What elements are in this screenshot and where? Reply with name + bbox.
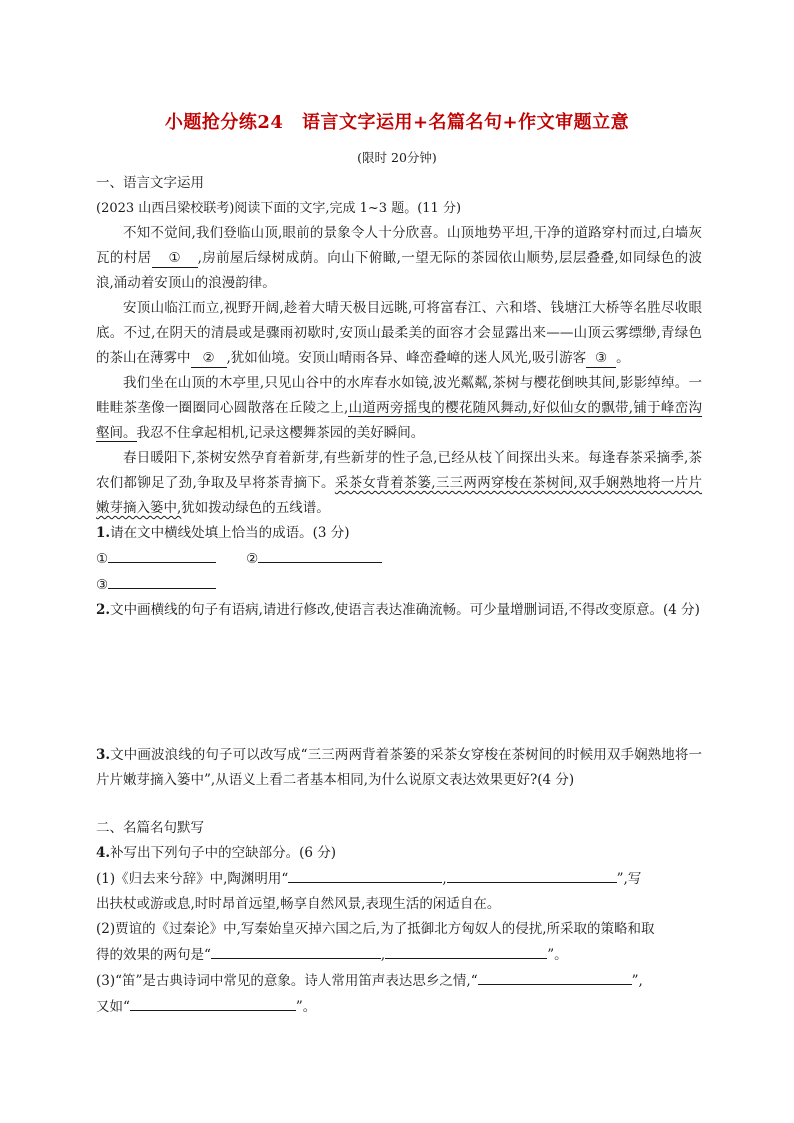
q4-2-blank-2[interactable] [385, 942, 547, 959]
question-4-3-text-d: ”。 [295, 999, 317, 1015]
question-4-2-cont [96, 942, 702, 968]
answer-1-label: ① [96, 551, 109, 567]
section-1 [96, 171, 702, 623]
section-2-heading: 二、名篇名句默写 [96, 820, 204, 836]
paragraph-4-text-b: 犹如拨动绿色的五线谱。 [181, 500, 330, 516]
question-4-3-text-a: (3)“笛”是古典诗词中常见的意象。诗人常用笛声表达思乡之情,“ [96, 973, 478, 989]
paragraph-2-text-a: 安顶山临江而立,视野开阔,趁着大晴天极目远眺,可将富春江、六和塔、钱塘江大桥等名胜尽收眼底。不过,在阴天的清晨或是骤雨初歇时,安顶山最柔美的面容才会显露出来——山顶云雾缥缈,青绿色的茶山在薄雾中 [96, 300, 702, 366]
question-4-1-cont: 出扶杖或游或息,时时昂首远望,畅享自然风景,表现生活的闲适自在。 [96, 896, 501, 912]
question-3-number: 3. [96, 747, 111, 763]
underlined-sentence: 山道两旁摇曳的樱花随风舞动,好似仙女的飘带,铺于峰峦沟壑间。 [96, 400, 702, 441]
answer-3-label: ③ [96, 577, 109, 593]
answer-2-line[interactable] [258, 546, 382, 563]
page-title: 小题抢分练24 语言文字运用+名篇名句+作文审题立意 [164, 112, 630, 133]
question-4-2-text-c: ”。 [547, 947, 568, 963]
q4-2-blank-1[interactable] [211, 942, 381, 959]
question-3-text: 文中画波浪线的句子可以改写成“三三两两背着茶篓的采茶女穿梭在茶树间的时候用双手娴熟地将一片片嫩芽摘入篓中”,从语义上看二者基本相同,为什么说原文表达效果更好?(4 分) [96, 747, 702, 788]
time-limit: (限时 20分钟) [357, 150, 437, 165]
question-4-1-text-a: (1)《归去来兮辞》中,陶渊明用“ [96, 871, 289, 887]
answer-1-line[interactable] [108, 546, 216, 563]
paragraph-3-text-a: 我们坐在山顶的木亭里,只见山谷中的水库春水如镜,波光粼粼,茶树与樱花倒映其间,影影绰绰。一畦畦茶垄像一圈圈同心圆散落在丘陵之上, [96, 375, 702, 416]
question-4-3 [96, 968, 702, 994]
paragraph-1 [96, 221, 702, 296]
section-1-heading: 一、语言文字运用 [96, 175, 204, 191]
question-4-text: 补写出下列句子中的空缺部分。(6 分) [110, 845, 337, 861]
question-2-text: 文中画横线的句子有语病,请进行修改,使语言表达准确流畅。可少量增删词语,不得改变原意。(4 分) [110, 602, 700, 618]
blank-1[interactable]: ① [152, 249, 198, 268]
source-note: (2023 山西吕梁校联考)阅读下面的文字,完成 1~3 题。(11 分) [96, 201, 462, 216]
q4-3-blank-2[interactable] [130, 994, 296, 1011]
question-1-number: 1. [96, 525, 111, 541]
paragraph-3 [96, 371, 702, 446]
question-3 [96, 743, 702, 793]
paragraph-4-text-a: 春日暖阳下,茶树安然孕育着新芽,有些新芽的性子急,已经从枝丫间探出头来。每逢春茶采摘季,茶农们都铆足了劲,争取及早将茶青摘下。 [96, 450, 702, 491]
paragraph-1-text-a: 不知不觉间,我们登临山顶,眼前的景象令人十分欣喜。山顶地势平坦,干净的道路穿村而过,白墙灰瓦的村居 [96, 225, 702, 266]
answer-2-label: ② [246, 551, 259, 567]
paragraph-2-text-c: 。 [616, 350, 630, 366]
question-4 [96, 841, 702, 866]
paragraph-3-text-b: 我忍不住拿起相机,记录这樱舞茶园的美好瞬间。 [136, 425, 425, 441]
q4-3-blank-1[interactable] [478, 968, 632, 985]
question-4-2-text-b: 得的效果的两句是“ [96, 947, 211, 963]
question-1-answers-row-2 [96, 572, 702, 598]
answer-3-line[interactable] [108, 572, 216, 589]
wavy-underlined-sentence: 采茶女背着茶篓,三三两两穿梭在茶树间,双手娴熟地将一片片嫩芽摘入篓中, [96, 475, 702, 516]
question-4-3-cont [96, 994, 702, 1020]
question-4-3-text-b: ”, [631, 973, 643, 989]
blank-3[interactable]: ③ [586, 349, 616, 368]
question-1-answers-row-1 [96, 546, 702, 572]
blank-2[interactable]: ② [191, 349, 227, 368]
q4-1-blank-2[interactable] [447, 866, 617, 883]
q4-1-blank-1[interactable] [288, 866, 442, 883]
q4-1-separator: , [442, 871, 447, 887]
paragraph-4 [96, 446, 702, 521]
question-4-1-text-b: ”,写 [616, 871, 642, 887]
question-4-1 [96, 866, 702, 892]
question-1 [96, 521, 702, 546]
question-4-number: 4. [96, 845, 111, 861]
question-3-block [96, 743, 702, 793]
paragraph-2 [96, 296, 702, 371]
section-2 [96, 816, 702, 1020]
question-2 [96, 598, 702, 623]
question-4-2: (2)贾谊的《过秦论》中,写秦始皇灭掉六国之后,为了抵御北方匈奴人的侵扰,所采取的策略和取 [96, 921, 655, 937]
paragraph-1-text-b: ,房前屋后绿树成荫。向山下俯瞰,一望无际的茶园依山顺势,层层叠叠,如同绿色的波浪,涌动着安顶山的浪漫韵律。 [96, 250, 702, 291]
question-4-3-text-c: 又如“ [96, 999, 130, 1015]
paragraph-2-text-b: ,犹如仙境。安顶山晴雨各异、峰峦叠嶂的迷人风光,吸引游客 [226, 350, 587, 366]
question-1-text: 请在文中横线处填上恰当的成语。(3 分) [110, 525, 350, 541]
question-2-number: 2. [96, 602, 111, 618]
q4-2-separator: , [380, 947, 386, 963]
